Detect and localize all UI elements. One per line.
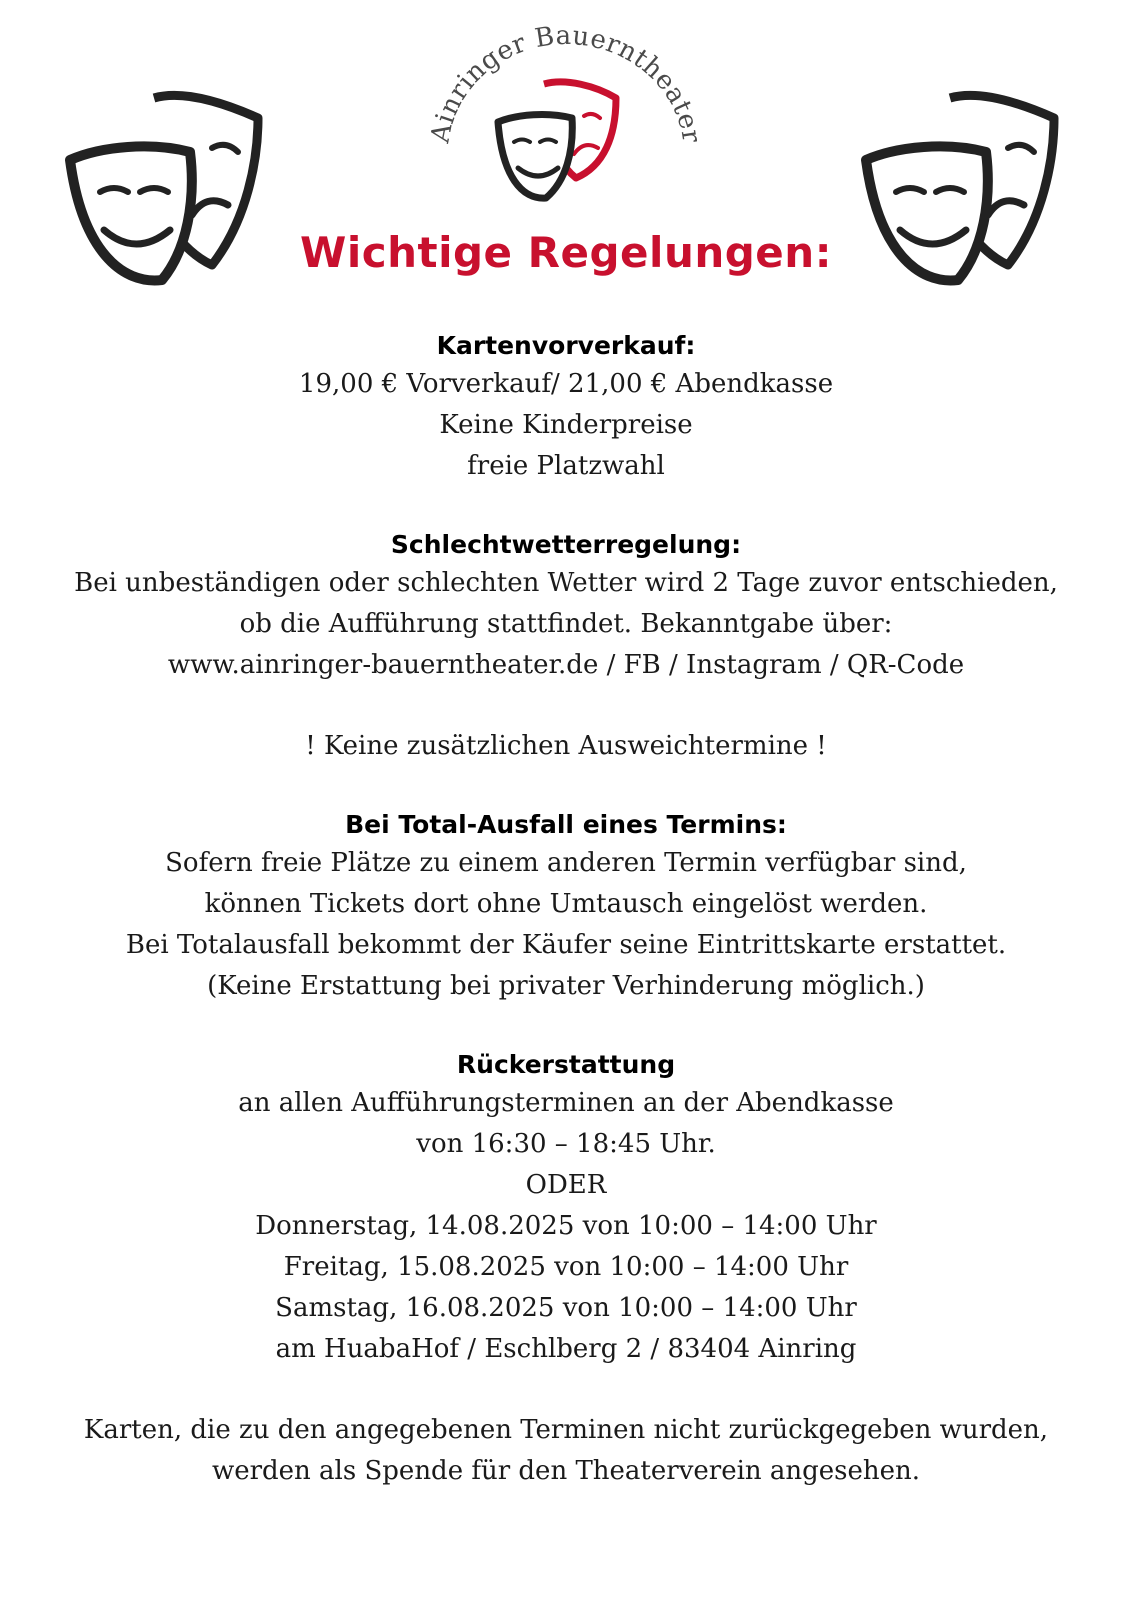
page-title: Wichtige Regelungen: — [300, 228, 832, 277]
section-bad-weather — [0, 527, 1132, 686]
date-line: Samstag, 16.08.2025 von 10:00 – 14:00 Uhr — [275, 1293, 857, 1323]
text-line: Karten, die zu den angegebenen Terminen nicht zurückgegeben wurden, — [83, 1415, 1049, 1445]
rules-content — [0, 328, 1132, 1532]
text-line: Sofern freie Plätze zu einem anderen Termin verfügbar sind, — [165, 848, 967, 878]
date-line: Freitag, 15.08.2025 von 10:00 – 14:00 Uhr — [283, 1252, 849, 1282]
section-heading: Kartenvorverkauf: — [436, 331, 696, 360]
price-line: 19,00 € Vorverkauf/ 21,00 € Abendkasse — [298, 369, 834, 399]
announcement-channels: www.ainringer-bauerntheater.de / FB / Instagram / QR-Code — [167, 650, 965, 680]
logo-arc-text: Ainringer Bauerntheater — [425, 20, 707, 146]
text-line: an allen Aufführungsterminen an der Abendkasse — [238, 1088, 894, 1118]
section-donation-note — [0, 1410, 1132, 1492]
or-line: ODER — [525, 1170, 607, 1200]
text-line: Bei unbeständigen oder schlechten Wetter wird 2 Tage zuvor entschieden, — [74, 568, 1058, 598]
address-line: am HuabaHof / Eschlberg 2 / 83404 Ainring — [275, 1334, 857, 1364]
children-price-line: Keine Kinderpreise — [439, 410, 693, 440]
section-heading: Rückerstattung — [456, 1050, 676, 1079]
section-no-alternative-dates — [0, 726, 1132, 767]
notice-line: ! Keine zusätzlichen Ausweichtermine ! — [305, 731, 827, 761]
section-total-cancellation — [0, 807, 1132, 1007]
text-line: werden als Spende für den Theaterverein angesehen. — [211, 1456, 921, 1486]
text-line: Bei Totalausfall bekommt der Käufer seine Eintrittskarte erstattet. — [125, 930, 1007, 960]
text-line: ob die Aufführung stattfindet. Bekanntgabe über: — [239, 609, 893, 639]
section-refund — [0, 1047, 1132, 1370]
section-heading: Schlechtwetterregelung: — [390, 530, 742, 559]
time-line: von 16:30 – 18:45 Uhr. — [416, 1129, 716, 1159]
seating-line: freie Platzwahl — [467, 451, 665, 481]
date-line: Donnerstag, 14.08.2025 von 10:00 – 14:00 Uhr — [255, 1211, 877, 1241]
section-heading: Bei Total-Ausfall eines Termins: — [345, 810, 787, 839]
section-ticket-presale — [0, 328, 1132, 487]
theater-logo — [425, 20, 707, 216]
text-line: (Keine Erstattung bei privater Verhinderung möglich.) — [207, 971, 925, 1001]
text-line: können Tickets dort ohne Umtausch eingelöst werden. — [204, 889, 928, 919]
